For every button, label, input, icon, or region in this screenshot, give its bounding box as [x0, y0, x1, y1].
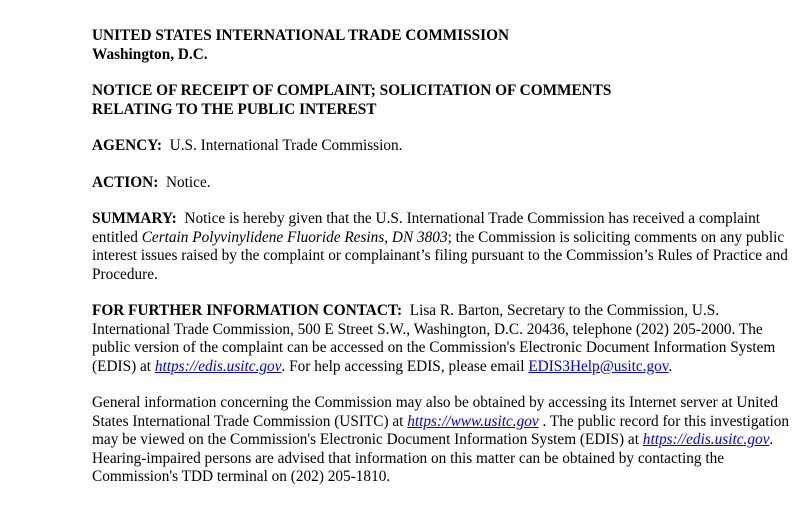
edis-help-email-link[interactable]: EDIS3Help@usitc.gov — [528, 357, 669, 375]
summary-section — [92, 210, 792, 284]
contact-label: FOR FURTHER INFORMATION CONTACT: — [92, 302, 403, 319]
action-value: Notice. — [165, 173, 211, 191]
document-page — [92, 27, 792, 487]
notice-title — [92, 82, 792, 119]
action-section — [92, 174, 792, 193]
summary-label: SUMMARY: — [92, 210, 177, 227]
action-label: ACTION: — [92, 173, 159, 191]
usitc-link[interactable]: https://www.usitc.gov — [407, 412, 539, 430]
contact-text-2: . For help accessing EDIS, please email — [281, 357, 529, 375]
agency-value: U.S. International Trade Commission. — [169, 137, 403, 154]
case-title: Certain Polyvinylidene Fluoride Resins, DN 3803 — [141, 228, 448, 246]
agency-label: AGENCY: — [92, 137, 162, 154]
contact-text-3: . — [668, 357, 673, 375]
org-location: Washington, D.C. — [92, 45, 208, 63]
general-text-2: . The public record for this investigation may be viewed on the Commission's Electronic Document Information System (EDIS) at — [92, 412, 790, 448]
contact-section — [92, 302, 792, 376]
agency-section — [92, 137, 792, 156]
edis-record-link[interactable]: https://edis.usitc.gov — [642, 431, 770, 448]
summary-text-1: Notice is hereby given that the U.S. International Trade Commission has received a complaint entitled — [92, 210, 761, 246]
summary-text-2: ; the Commission is soliciting comments on any public interest issues raised by the complaint or complainant’s filing pursuant to the Commission’s Rules of Practice and Procedure. — [92, 228, 788, 283]
general-text-3: . Hearing-impaired persons are advised that information on this matter can be obtained by contacting the Commission's TDD terminal on (202) 205-1810. — [92, 431, 774, 485]
general-info-section — [92, 394, 792, 487]
org-name: UNITED STATES INTERNATIONAL TRADE COMMISSION — [92, 27, 510, 44]
general-text-1: General information concerning the Commission may also be obtained by accessing its Internet server at United States International Trade Commission (USITC) at — [92, 394, 779, 430]
edis-link[interactable]: https://edis.usitc.gov — [154, 357, 282, 375]
notice-title-line-1: NOTICE OF RECEIPT OF COMPLAINT; SOLICITATION OF COMMENTS — [92, 82, 612, 99]
header-block — [92, 27, 792, 64]
contact-text-1: Lisa R. Barton, Secretary to the Commission, U.S. International Trade Commission, 500 E Street S.W., Washington, D.C. 20436, telephone (202) 205-2000. The public version of the complaint can be accessed on the Commission's Electronic Document Information System (EDIS) at — [92, 302, 776, 375]
notice-title-line-2: RELATING TO THE PUBLIC INTEREST — [92, 100, 377, 118]
